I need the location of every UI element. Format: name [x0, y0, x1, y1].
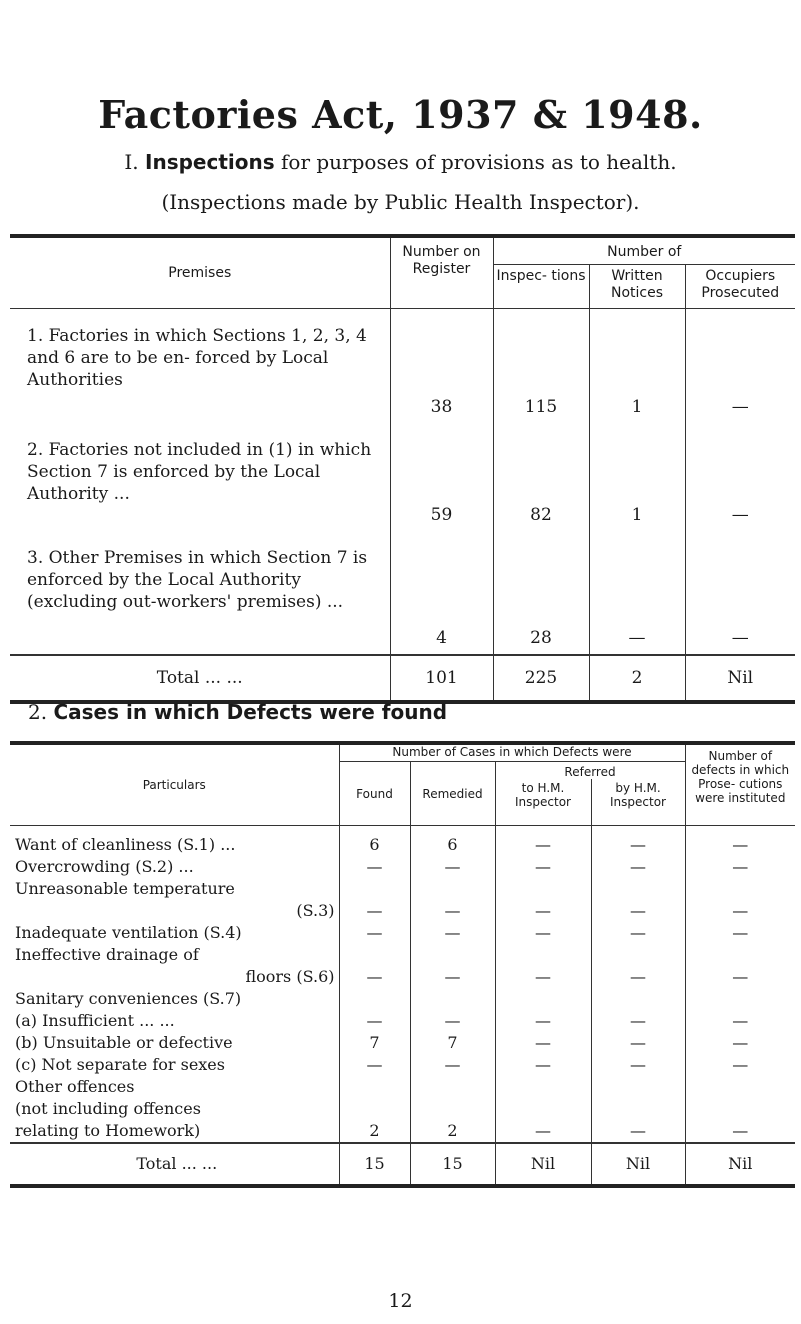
total-prosecuted: Nil [685, 655, 795, 702]
table-row [10, 988, 795, 1010]
row-label: Unreasonable temperature [15, 879, 235, 898]
total-found: 15 [339, 1143, 410, 1186]
section1-subheading: (Inspections made by Public Health Inspector). [161, 190, 640, 214]
row-remedied [410, 1076, 495, 1098]
section1-heading-rest: for purposes of provisions as to health. [281, 150, 677, 174]
row-label: Want of cleanliness (S.1) ... [15, 835, 236, 854]
row-to-hm: — [495, 900, 591, 922]
table-row [10, 900, 795, 922]
page-number: 12 [388, 1290, 413, 1312]
table-row [10, 922, 795, 944]
table-row [10, 826, 795, 857]
row-remedied [410, 878, 495, 900]
row-remedied: — [410, 922, 495, 944]
row-label: floors (S.6) [245, 967, 335, 986]
row-to-hm [495, 988, 591, 1010]
row-found: 2 [339, 1120, 410, 1143]
table-row [10, 1098, 795, 1120]
header-found: Found [339, 762, 410, 826]
row-label: 1. Factories in which Sections 1, 2, 3, 4 and 6 are to be en- forced by Local Authorities [27, 326, 367, 390]
header-number-of: Number of [493, 236, 795, 265]
row-written: 1 [589, 423, 685, 531]
row-prosecutions: — [685, 1032, 795, 1054]
row-label: (S.3) [296, 901, 335, 920]
row-label: relating to Homework) [15, 1121, 201, 1140]
row-by-hm: — [591, 966, 685, 988]
row-found [339, 878, 410, 900]
row-remedied: — [410, 1010, 495, 1032]
section1-heading-bold: Inspections [145, 150, 275, 174]
row-by-hm: — [591, 1032, 685, 1054]
table-row [10, 966, 795, 988]
row-prosecutions [685, 1076, 795, 1098]
table-row [10, 1120, 795, 1143]
header-prosecutions: Number of defects in which Prose- cutions were instituted [685, 743, 795, 826]
header-cases: Number of Cases in which Defects were [339, 743, 685, 762]
row-label: Other offences [15, 1077, 135, 1096]
defects-table [10, 741, 795, 1188]
row-remedied [410, 988, 495, 1010]
row-prosecuted: — [685, 309, 795, 423]
row-prosecutions [685, 1098, 795, 1120]
total-row [10, 655, 795, 702]
table-row [10, 1032, 795, 1054]
table-row [10, 1076, 795, 1098]
row-label: 3. Other Premises in which Section 7 is enforced by the Local Authority (excluding out-workers' premises) ... [27, 547, 368, 612]
row-label: (b) Unsuitable or defective [15, 1033, 233, 1052]
row-label: (a) Insufficient ... ... [15, 1011, 175, 1030]
row-label: Overcrowding (S.2) ... [15, 857, 194, 876]
row-by-hm [591, 1076, 685, 1098]
row-written: — [589, 531, 685, 655]
row-label: (not including offences [15, 1099, 201, 1118]
inspections-table [10, 234, 795, 704]
header-premises: Premises [10, 236, 390, 309]
total-prosecutions: Nil [685, 1143, 795, 1186]
table-row [10, 1054, 795, 1076]
header-written-notices: Written Notices [589, 265, 685, 309]
row-to-hm [495, 878, 591, 900]
row-by-hm: — [591, 900, 685, 922]
row-remedied: — [410, 856, 495, 878]
row-found: — [339, 1054, 410, 1076]
row-to-hm [495, 1076, 591, 1098]
row-found [339, 944, 410, 966]
row-by-hm: — [591, 1010, 685, 1032]
row-to-hm: — [495, 856, 591, 878]
row-found: — [339, 922, 410, 944]
table-row [10, 878, 795, 900]
table-row [10, 531, 795, 655]
header-prosecuted: Occupiers Prosecuted [685, 265, 795, 309]
table-row [10, 944, 795, 966]
section2-heading-bold: Cases in which Defects were found [53, 700, 448, 724]
row-found [339, 1098, 410, 1120]
total-to-hm: Nil [495, 1143, 591, 1186]
row-to-hm: — [495, 1120, 591, 1143]
total-by-hm: Nil [591, 1143, 685, 1186]
row-prosecutions: — [685, 922, 795, 944]
total-label: Total ... ... [10, 1143, 339, 1186]
header-by-hm-inspector: by H.M. Inspector [591, 779, 685, 826]
table-row [10, 856, 795, 878]
page-title: Factories Act, 1937 & 1948. [98, 92, 703, 137]
header-remedied: Remedied [410, 762, 495, 826]
row-inspections: 82 [493, 423, 589, 531]
row-remedied: — [410, 966, 495, 988]
row-label: 2. Factories not included in (1) in which Section 7 is enforced by the Local Authority ... [27, 439, 372, 504]
table-row [10, 423, 795, 531]
row-prosecutions: — [685, 1054, 795, 1076]
row-prosecutions: — [685, 1010, 795, 1032]
row-prosecutions [685, 988, 795, 1010]
row-inspections: 28 [493, 531, 589, 655]
total-row [10, 1143, 795, 1186]
header-referred: Referred [495, 762, 685, 780]
row-label: Sanitary conveniences (S.7) [15, 989, 242, 1008]
row-to-hm [495, 944, 591, 966]
row-prosecuted: — [685, 531, 795, 655]
section2-number: 2. [28, 700, 48, 724]
row-to-hm: — [495, 826, 591, 857]
row-found [339, 1076, 410, 1098]
row-prosecutions: — [685, 856, 795, 878]
row-found [339, 988, 410, 1010]
row-to-hm: — [495, 1010, 591, 1032]
row-register: 59 [390, 423, 493, 531]
row-to-hm: — [495, 1032, 591, 1054]
section1-number: I. [124, 150, 139, 174]
row-by-hm: — [591, 856, 685, 878]
row-prosecutions [685, 944, 795, 966]
row-by-hm [591, 878, 685, 900]
row-remedied [410, 944, 495, 966]
header-register: Number on Register [390, 236, 493, 309]
header-particulars: Particulars [10, 743, 339, 826]
row-label: Inadequate ventilation (S.4) [15, 923, 242, 942]
row-prosecutions: — [685, 1120, 795, 1143]
row-found: — [339, 856, 410, 878]
row-found: 7 [339, 1032, 410, 1054]
row-prosecuted: — [685, 423, 795, 531]
row-prosecutions [685, 878, 795, 900]
row-found: 6 [339, 826, 410, 857]
header-to-hm-inspector: to H.M. Inspector [495, 779, 591, 826]
row-found: — [339, 966, 410, 988]
row-to-hm: — [495, 1054, 591, 1076]
row-remedied [410, 1098, 495, 1120]
section2-heading [28, 700, 447, 724]
row-remedied: 6 [410, 826, 495, 857]
row-register: 4 [390, 531, 493, 655]
total-label: Total ... ... [10, 655, 390, 702]
row-by-hm: — [591, 922, 685, 944]
row-register: 38 [390, 309, 493, 423]
row-inspections: 115 [493, 309, 589, 423]
row-by-hm: — [591, 1120, 685, 1143]
row-written: 1 [589, 309, 685, 423]
row-to-hm: — [495, 922, 591, 944]
row-by-hm: — [591, 826, 685, 857]
total-inspections: 225 [493, 655, 589, 702]
row-prosecutions: — [685, 966, 795, 988]
row-remedied: — [410, 900, 495, 922]
row-label: (c) Not separate for sexes [15, 1055, 225, 1074]
row-prosecutions: — [685, 900, 795, 922]
row-by-hm [591, 988, 685, 1010]
total-register: 101 [390, 655, 493, 702]
total-written: 2 [589, 655, 685, 702]
row-to-hm: — [495, 966, 591, 988]
row-remedied: 7 [410, 1032, 495, 1054]
row-remedied: — [410, 1054, 495, 1076]
total-remedied: 15 [410, 1143, 495, 1186]
row-prosecutions: — [685, 826, 795, 857]
row-by-hm [591, 1098, 685, 1120]
table-row [10, 1010, 795, 1032]
section1-heading [0, 150, 801, 174]
row-found: — [339, 1010, 410, 1032]
table-row [10, 309, 795, 423]
header-inspections: Inspec- tions [493, 265, 589, 309]
row-found: — [339, 900, 410, 922]
row-label: Ineffective drainage of [15, 945, 199, 964]
row-to-hm [495, 1098, 591, 1120]
row-by-hm [591, 944, 685, 966]
row-by-hm: — [591, 1054, 685, 1076]
row-remedied: 2 [410, 1120, 495, 1143]
